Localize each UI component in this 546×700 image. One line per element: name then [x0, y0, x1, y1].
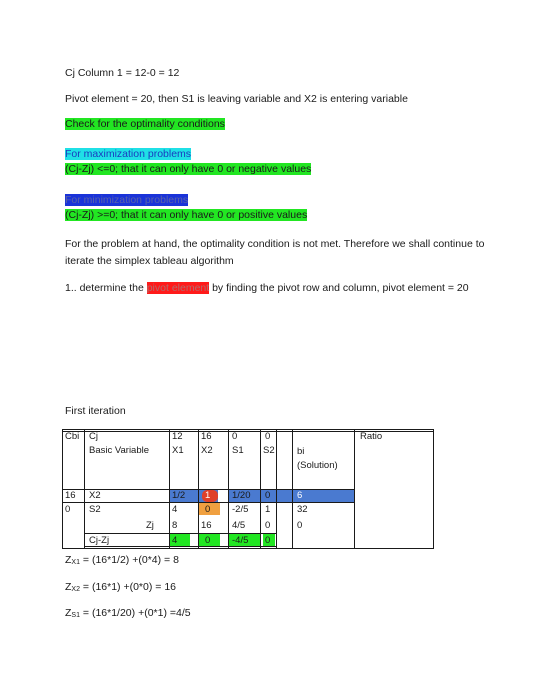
calc-zs1-sub: S1 [71, 612, 80, 619]
ratio-header: Ratio [360, 431, 383, 442]
cj-s2: 0 [265, 431, 271, 442]
cjzj-s2: 0 [265, 535, 271, 546]
var-s1: S1 [232, 445, 244, 456]
cbi-header: Cbi [65, 431, 80, 442]
check-optimality-row [65, 117, 225, 131]
min-heading-row [65, 193, 188, 207]
pivot-element-highlight: pivot element [146, 282, 210, 294]
simplex-tableau [62, 429, 434, 549]
calc-zx1-rest: = (16*1/2) +(0*4) = 8 [79, 554, 179, 566]
basic-variable-header: Basic Variable [89, 445, 150, 456]
calc-zs1 [65, 606, 191, 623]
zj-label: Zj [146, 520, 154, 531]
zj-s1: 4/5 [232, 520, 246, 531]
pivot-element-line: Pivot element = 20, then S1 is leaving variable and X2 is entering variable [65, 93, 408, 105]
max-condition-row [65, 162, 311, 176]
zj-bi: 0 [297, 520, 303, 531]
row1-x1: 1/2 [172, 490, 186, 501]
row2-s2: 1 [265, 504, 271, 515]
cj-x1: 12 [172, 431, 183, 442]
cjzj-x1: 4 [172, 535, 178, 546]
zj-s2: 0 [265, 520, 271, 531]
min-heading: For minimization problems [65, 194, 189, 206]
max-condition: (Cj-Zj) <=0; that it can only have 0 or negative values [65, 163, 312, 175]
min-condition-row [65, 208, 307, 222]
determine-paragraph [65, 280, 485, 297]
max-heading-row [65, 147, 191, 161]
first-iteration-label: First iteration [65, 405, 126, 417]
rule [84, 546, 276, 547]
calc-zx2 [65, 580, 176, 597]
rule [62, 502, 354, 503]
row1-s2: 0 [265, 490, 271, 501]
cj-header: Cj [89, 431, 98, 442]
rule [433, 429, 434, 549]
cjzj-s1: -4/5 [232, 535, 249, 546]
rule [354, 429, 355, 549]
rule [62, 429, 63, 549]
cj-column-line: Cj Column 1 = 12-0 = 12 [65, 67, 180, 79]
row2-cbi: 0 [65, 504, 71, 515]
row1-basis: X2 [89, 490, 101, 501]
row1-bi: 6 [297, 490, 303, 501]
not-met-paragraph: For the problem at hand, the optimality condition is not met. Therefore we shall continue to iterate the simplex tableau algorithm [65, 238, 485, 267]
rule [276, 429, 277, 549]
row2-x1: 4 [172, 504, 178, 515]
row1-x2: 1 [205, 490, 211, 501]
var-x1: X1 [172, 445, 184, 456]
row2-bi: 32 [297, 504, 308, 515]
row1-cbi: 16 [65, 490, 76, 501]
row2-basis: S2 [89, 504, 101, 515]
determine-pre: 1.. determine the [65, 282, 147, 294]
calc-zx1 [65, 553, 179, 570]
cj-s1: 0 [232, 431, 238, 442]
rule [169, 429, 170, 549]
cjzj-x2: 0 [205, 535, 211, 546]
bi-header: bi [297, 446, 305, 457]
calc-zx2-sub: X2 [71, 586, 80, 593]
max-heading: For maximization problems [65, 148, 192, 160]
cj-x2: 16 [201, 431, 212, 442]
row1-s1: 1/20 [232, 490, 251, 501]
rule [198, 429, 199, 549]
min-condition: (Cj-Zj) >=0; that it can only have 0 or positive values [65, 209, 308, 221]
calc-zx1-z: Z [65, 554, 72, 566]
cjzj-label: Cj-Zj [89, 535, 110, 546]
check-optimality-text: Check for the optimality conditions [65, 118, 225, 130]
var-x2: X2 [201, 445, 213, 456]
zj-x2: 16 [201, 520, 212, 531]
rule [260, 429, 261, 549]
row2-x2: 0 [205, 504, 211, 515]
zj-x1: 8 [172, 520, 178, 531]
rule [84, 533, 276, 534]
rule [292, 429, 293, 549]
rule [84, 429, 85, 549]
rule [228, 429, 229, 549]
determine-post: by finding the pivot row and column, pivot element = 20 [209, 282, 469, 294]
rule [62, 429, 434, 430]
solution-header: (Solution) [297, 460, 338, 471]
calc-zs1-z: Z [65, 607, 72, 619]
calc-zx1-sub: X1 [71, 559, 80, 566]
calc-zx2-z: Z [65, 581, 72, 593]
calc-zx2-rest: = (16*1) +(0*0) = 16 [79, 581, 177, 593]
calc-zs1-rest: = (16*1/20) +(0*1) =4/5 [79, 607, 191, 619]
rule [62, 548, 434, 549]
var-s2: S2 [263, 445, 275, 456]
row2-s1: -2/5 [232, 504, 249, 515]
